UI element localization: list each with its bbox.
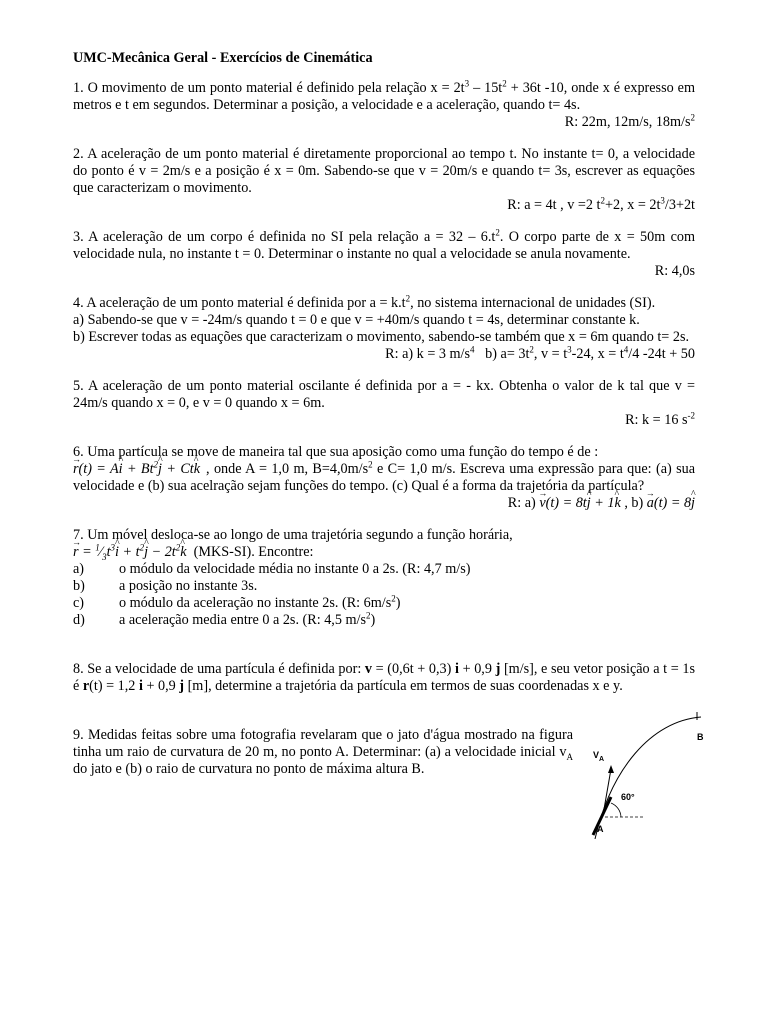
exercise-3 bbox=[73, 229, 695, 280]
position-vector-equation: → r(t) = A^ $i + Bt^2\^{}$ j + Ct^ k bbox=[73, 461, 200, 477]
velocity-arrowhead bbox=[608, 765, 614, 773]
exercise-1 bbox=[73, 80, 695, 131]
exercise-9-text: 9. Medidas feitas sobre uma fotografia revelaram que o jato d'água mostrado na figura tinha um raio de curvatura de 20 m, no ponto A. Determinar: (a) a velocidade inicial $v_A$ do jato e (b) o raio de curvatura no ponto de máxima altura B. bbox=[73, 727, 573, 777]
exercise-2-answer: R: a = 4t , v =2 $t^2+2$, $x = 2t^3/3+2t$ bbox=[507, 195, 695, 213]
exercise-3-text: 3. A aceleração de um corpo é definida no SI pela relação $a = 32 - 6.t^2$. O corpo parte de x = 50m com velocidade nula, no instante t = 0. Determinar o instante no qual a velocidade se anula novamente. bbox=[73, 227, 695, 262]
list-item: d) a aceleração media entre 0 a 2s. (R: 4,5 $m/s^2$) bbox=[73, 610, 376, 628]
exercise-3-answer: R: 4,0s bbox=[654, 263, 695, 279]
exercise-4-item-a: a) Sabendo-se que v = -24m/s quando t = 0 e que v = +40m/s quando t = 4s, determinar constante k. bbox=[73, 312, 640, 328]
exercise-7 bbox=[73, 527, 695, 629]
exercise-5-text: 5. A aceleração de um ponto material oscilante é definida por a = - kx. Obtenha o valor de k tal que v = 24m/s quando x = 0, e v = 0 quando x = 6m. bbox=[73, 378, 695, 411]
water-jet-figure bbox=[581, 709, 709, 839]
label-va: $V_A$ bbox=[593, 750, 605, 763]
exercise-6-answer: R: a) → v(t) = 8t^ j + 1^ k , b) → a(t) = 8^ j bbox=[73, 495, 695, 512]
list-item: c) o módulo da aceleração no instante 2s. (R: $6m/s^2$) bbox=[73, 593, 401, 611]
exercise-4-text: 4. A aceleração de um ponto material é definida por $a = k.t^2$, no sistema internacional de unidades (SI). bbox=[73, 293, 656, 311]
exercise-2-text: 2. A aceleração de um ponto material é diretamente proporcional ao tempo t. No instante t= 0, a velocidade do ponto é v = 2m/s e a posição é x = 0m. Sabendo-se que v = 20m/s e quando t= 3s, escrever as equações que caracterizam o movimento. bbox=[73, 146, 695, 196]
exercise-4-answer: R: a) k = 3 $m/s^4$ b) $a= 3t^2$, $v = t^3-24$, $x = t^4/4$ -24t + 50 bbox=[385, 344, 695, 362]
exercise-6-text: 6. Uma partícula se move de maneira tal que sua aposição como uma função do tempo é de : → r(t) = A^ $i + Bt^2\^{}$ j + Ct^ k , onde A = 1,0 m, $B=4,0m/s^2$ e C= 1,0 m/s. Escreva uma expressão para que: (a) sua velocidade e (b) sua acelração sejam funções do tempo. (c) Qual é a forma da trajetória da partícula? bbox=[73, 444, 695, 495]
label-b: B bbox=[697, 732, 704, 742]
list-item: a) o módulo da velocidade média no instante 0 a 2s. (R: 4,7 m/s) bbox=[73, 561, 471, 577]
trajectory-diagram bbox=[581, 709, 709, 839]
exercise-5 bbox=[73, 378, 695, 429]
label-a: A bbox=[597, 824, 604, 834]
document-page bbox=[73, 50, 704, 834]
exercise-8-text: 8. Se a velocidade de uma partícula é definida por: v = (0,6t + 0,3) i + 0,9 j [m/s], e seu vetor posição a t = 1s é r(t) = 1,2 i + 0,9 j [m], determine a trajetória da partícula em termos de suas coordenadas x e y. bbox=[73, 661, 695, 694]
exercise-5-answer: R: k = 16 $s^{-2}$ bbox=[625, 410, 695, 428]
label-angle: 60° bbox=[621, 792, 635, 802]
exercise-8 bbox=[73, 661, 695, 695]
angle-arc bbox=[611, 803, 621, 817]
exercise-7-equation-line: → $r = ^1⁄_3t^3\^{}$ $i + t^2\^{}$ $j - 2t^2\^{}$ k (MKS-SI). Encontre: bbox=[73, 544, 695, 561]
acceleration-equation: → a(t) = 8^ j bbox=[647, 495, 695, 511]
exercise-1-answer: R: 22m, 12m/s, $18m/s^2$ bbox=[564, 112, 695, 130]
exercise-2 bbox=[73, 146, 695, 214]
exercise-4 bbox=[73, 295, 695, 363]
list-item: b) a posição no instante 3s. bbox=[73, 578, 258, 594]
exercise-7-text: 7. Um móvel desloca-se ao longo de uma trajetória segundo a função horária, bbox=[73, 527, 513, 543]
exercise-1-text: 1. O movimento de um ponto material é definido pela relação $x = 2t^3 - 15t^2 + 36t$ -10, onde x é expresso em metros e t em segundos. Determinar a posição, a velocidade e a aceleração, quando t= 4s. bbox=[73, 78, 695, 113]
exercise-6 bbox=[73, 444, 695, 512]
exercise-7-items bbox=[73, 561, 695, 629]
exercise-9 bbox=[73, 727, 704, 834]
velocity-equation: → v(t) = 8t^ j + 1^ k bbox=[539, 495, 620, 511]
trajectory-arc bbox=[595, 717, 701, 839]
page-title: UMC-Mecânica Geral - Exercícios de Cinemática bbox=[73, 50, 373, 66]
trajectory-equation: → $r = ^1⁄_3t^3\^{}$ $i + t^2\^{}$ $j - 2t^2\^{}$ k bbox=[73, 544, 187, 560]
exercise-4-item-b: b) Escrever todas as equações que caracterizam o movimento, sabendo-se também que x = 6m quando t= 2s. bbox=[73, 329, 690, 345]
